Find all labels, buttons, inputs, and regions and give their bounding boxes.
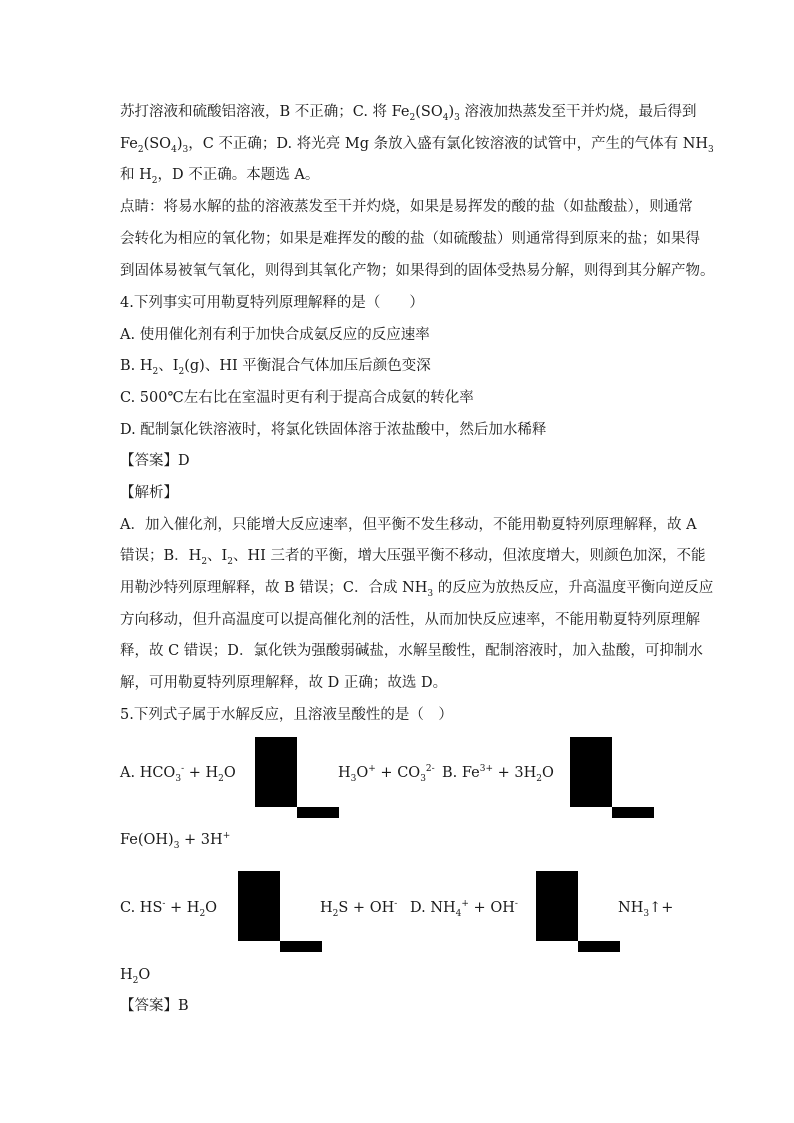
paragraph-line: 苏打溶液和硫酸铝溶液，B 不正确；C. 将 $Fe_2(SO_4)_3$ 溶液加热蒸发至干并灼烧，最后得到: [120, 104, 697, 123]
equilibrium-arrow-placeholder: [578, 941, 620, 952]
analysis-line: 错误；B．$H_2$、$I_2$、HI 三者的平衡，增大压强平衡不移动，但浓度增大，则颜色加深，不能: [120, 548, 706, 567]
equilibrium-arrow-placeholder: [238, 871, 280, 941]
paragraph-line: 和 $H_2$，D 不正确。本题选 A。: [120, 167, 320, 186]
option-c-reactants: C. $HS^- + H_2O$: [120, 899, 218, 919]
analysis-line: A．加入催化剂，只能增大反应速率，但平衡不发生移动，不能用勒夏特列原理解释，故 A: [120, 517, 697, 533]
tip-line: 点睛：将易水解的盐的溶液蒸发至干并灼烧，如果是易挥发的酸的盐（如盐酸盐），则通常: [120, 199, 693, 215]
option-c-products: $H_2S + OH^-$: [320, 899, 398, 919]
option-a-reactants: A. $HCO_3^- + H_2O$: [120, 764, 236, 784]
question-4-analysis-heading: 【解析】: [120, 485, 178, 501]
option-a-products: $H_3O^+ + CO_3^{2-}$: [338, 764, 435, 784]
analysis-line: 解，可用勒夏特列原理解释，故 D 正确；故选 D。: [120, 675, 448, 691]
option-d-products-continued: $H_2O$: [120, 967, 151, 986]
equilibrium-arrow-placeholder: [570, 737, 612, 807]
equilibrium-arrow-placeholder: [612, 807, 654, 818]
analysis-line: 用勒沙特列原理解释，故 B 错误；C．合成 $NH_3$ 的反应为放热反应，升高温度平衡向逆反应: [120, 580, 714, 599]
question-4-option-a: A. 使用催化剂有利于加快合成氨反应的反应速率: [120, 327, 430, 343]
option-b-reactants: B. $Fe^{3+} + 3H_2O$: [442, 764, 554, 784]
equilibrium-arrow-placeholder: [280, 941, 322, 952]
question-4-option-d: D. 配制氯化铁溶液时，将氯化铁固体溶于浓盐酸中，然后加水稀释: [120, 422, 547, 438]
question-4-answer: 【答案】D: [120, 453, 190, 469]
analysis-line: 方向移动，但升高温度可以提高催化剂的活性，从而加快反应速率，不能用勒夏特列原理解: [120, 612, 700, 628]
option-d-products: $NH_3↑+$: [618, 900, 674, 919]
question-4-option-b: B. $H_2$、$I_2(g)$、HI 平衡混合气体加压后颜色变深: [120, 358, 431, 377]
option-b-products: $Fe(OH)_3 + 3H^+$: [120, 831, 231, 851]
paragraph-line: $Fe_2(SO_4)_3$，C 不正确；D. 将光亮 Mg 条放入盛有氯化铵溶液的试管中，产生的气体有 $NH_3$: [120, 136, 714, 155]
question-4-stem: 4.下列事实可用勒夏特列原理解释的是（ ）: [120, 295, 424, 311]
tip-line: 到固体易被氧气氧化，则得到其氧化产物；如果得到的固体受热易分解，则得到其分解产物。: [120, 263, 715, 279]
option-d-reactants: D. $NH_4^+ + OH^-$: [410, 899, 518, 919]
equilibrium-arrow-placeholder: [255, 737, 297, 807]
tip-line: 会转化为相应的氧化物；如果是难挥发的酸的盐（如硫酸盐）则通常得到原来的盐；如果得: [120, 231, 700, 247]
analysis-line: 释，故 C 错误；D．氯化铁为强酸弱碱盐，水解呈酸性，配制溶液时，加入盐酸，可抑制水: [120, 643, 703, 659]
question-5-answer: 【答案】B: [120, 998, 189, 1014]
question-5-stem: 5.下列式子属于水解反应，且溶液呈酸性的是（ ）: [120, 707, 453, 723]
equilibrium-arrow-placeholder: [297, 807, 339, 818]
question-4-option-c: C. 500℃左右比在室温时更有利于提高合成氨的转化率: [120, 390, 474, 406]
equilibrium-arrow-placeholder: [536, 871, 578, 941]
